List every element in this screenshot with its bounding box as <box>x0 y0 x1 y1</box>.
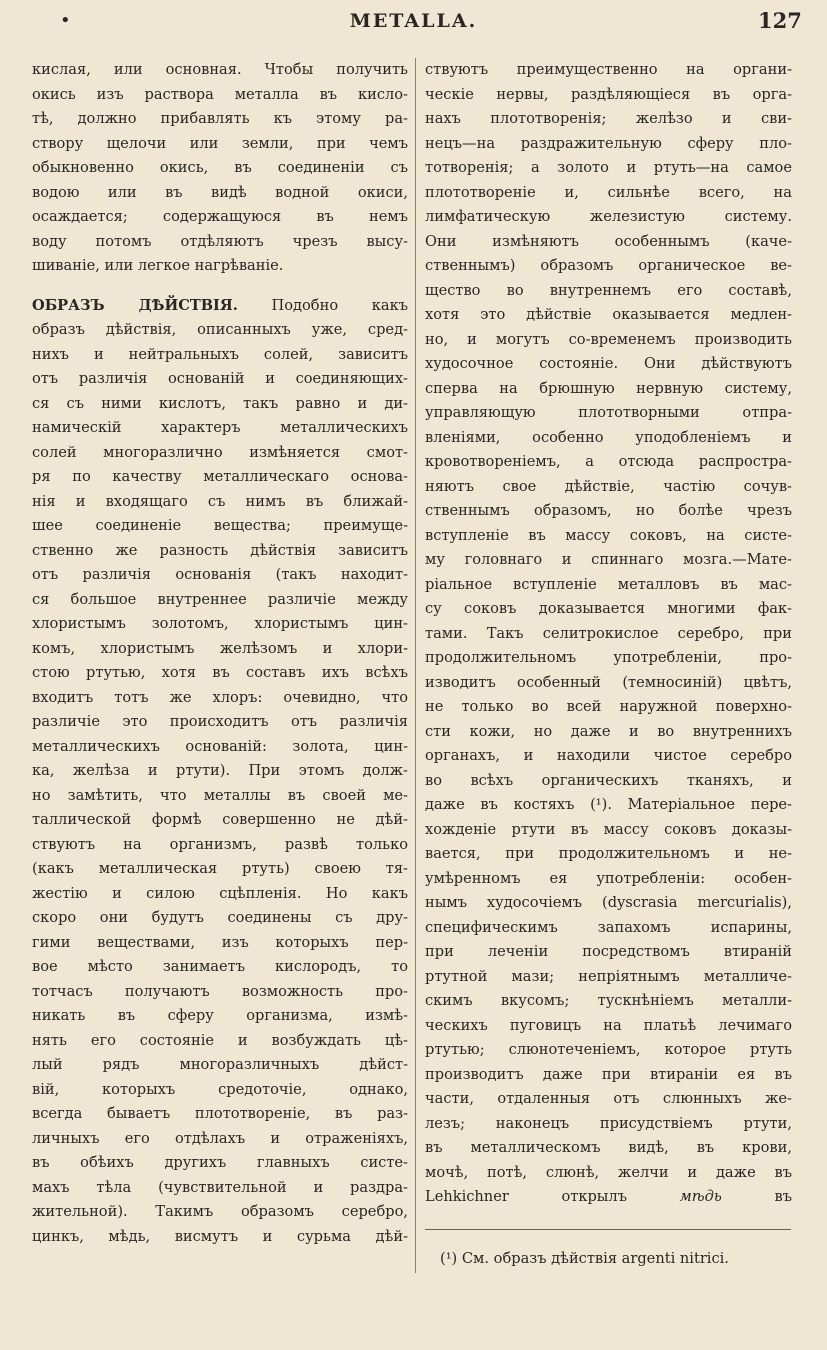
text-line: скимъ вкусомъ; тускнѣніемъ металли- <box>425 992 792 1009</box>
section-heading: ОБРАЗЪ ДѢЙСТВІЯ. <box>32 296 238 314</box>
text-line: водою или въ видѣ водной окиси, <box>32 183 408 201</box>
text-line: умѣренномъ ея употребленіи: особен- <box>425 869 792 887</box>
section-heading-line <box>32 294 408 319</box>
text-line: няютъ свое дѣйствіе, частію сочув- <box>425 477 792 495</box>
text-line: но, и могутъ со-временемъ производить <box>425 330 792 348</box>
text-line: нахъ плототворенія; желѣзо и сви- <box>425 110 792 127</box>
text-line: ственно же разность дѣйствія зависитъ <box>32 541 408 559</box>
text-line: всегда бываетъ плототвореніе, въ раз- <box>32 1105 408 1122</box>
text-line: въ металлическомъ видѣ, въ крови, <box>425 1139 792 1156</box>
text-line: образъ дѣйствія, описанныхъ уже, сред- <box>32 321 408 338</box>
text-line: не только во всей наружной поверхно- <box>425 698 792 715</box>
text-line: щество во внутреннемъ его составѣ, <box>425 281 792 299</box>
text-line: створу щелочи или земли, при чемъ <box>32 134 408 152</box>
text-line: окись изъ раствора металла въ кисло- <box>32 85 408 103</box>
text-line: ственнымъ) образомъ органическое ве- <box>425 257 792 274</box>
text-line: комъ, хлористымъ желѣзомъ и хлори- <box>32 639 408 657</box>
text-line: личныхъ его отдѣлахъ и отраженіяхъ, <box>32 1129 408 1147</box>
text-line: тѣ, должно прибавлять къ этому ра- <box>32 110 408 127</box>
text-line: сперва на брюшную нервную систему, <box>425 379 792 397</box>
text-line: ріальное вступленіе металловъ въ мас- <box>425 575 792 593</box>
text-line: специфическимъ запахомъ испарины, <box>425 918 792 936</box>
text-line: ря по качеству металлическаго основа- <box>32 468 408 485</box>
text-line: обыкновенно окись, въ соединеніи съ <box>32 159 408 176</box>
text-line: нымъ худосочіемъ (dyscrasia mercurialis), <box>425 894 792 911</box>
text-line: органахъ, и находили чистое серебро <box>425 747 792 764</box>
text-line: лезъ; наконецъ присудствіемъ ртути, <box>425 1114 792 1132</box>
text-line: воду потомъ отдѣляютъ чрезъ высу- <box>32 232 408 250</box>
text-line: нихъ и нейтральныхъ солей, зависитъ <box>32 345 408 363</box>
text-line: намическій характеръ металлическихъ <box>32 419 408 436</box>
text-line: тотворенія; а золото и ртуть—на самое <box>425 159 792 176</box>
text-line: плототвореніе и, сильнѣе всего, на <box>425 183 792 201</box>
text-line: производитъ даже при втираніи ея въ <box>425 1065 792 1083</box>
text-line: му головнаго и спиннаго мозга.—Мате- <box>425 551 792 568</box>
header-dot: • <box>60 10 71 31</box>
text-line: цинкъ, мѣдь, висмутъ и сурьма дѣй- <box>32 1227 408 1245</box>
text-line: сти кожи, но даже и во внутреннихъ <box>425 722 792 740</box>
text-line: вій, которыхъ средоточіе, однако, <box>32 1080 408 1098</box>
text-line: но замѣтить, что металлы въ своей ме- <box>32 786 408 804</box>
text-line: управляющую плототворными отпра- <box>425 404 792 421</box>
footnote-rule <box>425 1229 791 1230</box>
text-line: худосочное состояніе. Они дѣйствуютъ <box>425 355 792 372</box>
mixed-text-line <box>425 1185 792 1210</box>
text-line: ственнымъ образомъ, но болѣе чрезъ <box>425 502 792 519</box>
text-line: тами. Такъ селитрокислое серебро, при <box>425 624 792 642</box>
italic-word: мѣдь <box>679 1188 722 1205</box>
text-line: кровотвореніемъ, а отсюда распростра- <box>425 453 792 470</box>
text-line: вается, при продолжительномъ и не- <box>425 845 792 862</box>
text-line: (какъ металлическая ртуть) своею тя- <box>32 860 408 877</box>
running-title: METALLA. <box>349 10 478 32</box>
text-line: скоро они будутъ соединены съ дру- <box>32 909 408 926</box>
text-line: кислая, или основная. Чтобы получить <box>32 61 408 78</box>
text-fragment: въ <box>774 1188 792 1205</box>
text-line: хлористымъ золотомъ, хлористымъ цин- <box>32 615 408 632</box>
text-line: никать въ сферу организма, измѣ- <box>32 1007 408 1024</box>
text-line: жительной). Такимъ образомъ серебро, <box>32 1203 408 1220</box>
text-line: ся большое внутреннее различіе между <box>32 590 408 608</box>
text-line: входитъ тотъ же хлоръ: очевидно, что <box>32 688 408 706</box>
text-line: жестію и силою сцѣпленія. Но какъ <box>32 884 408 902</box>
text-line: металлическихъ основаній: золота, цин- <box>32 737 408 755</box>
text-line: хожденіе ртути въ массу соковъ доказы- <box>425 820 792 838</box>
text-line: ртутной мази; непріятнымъ металличе- <box>425 967 792 985</box>
left-column <box>32 58 408 1249</box>
text-line: ся съ ними кислотъ, такъ равно и ди- <box>32 394 408 412</box>
text-line: при леченіи посредствомъ втираній <box>425 943 792 960</box>
text-line: стою ртутью, хотя въ составъ ихъ всѣхъ <box>32 664 408 681</box>
footnote: (¹) См. образъ дѣйствія argenti nitrici. <box>440 1250 729 1267</box>
right-column <box>425 58 792 1210</box>
text-line: солей многоразлично измѣняется смот- <box>32 443 408 461</box>
text-line: шее соединеніе вещества; преимуще- <box>32 517 408 534</box>
text-line: тотчасъ получаютъ возможность про- <box>32 982 408 1000</box>
text-line: ческіе нервы, раздѣляющіеся въ орга- <box>425 85 792 103</box>
text-line: су соковъ доказывается многими фак- <box>425 600 792 617</box>
text-line: махъ тѣла (чувствительной и раздра- <box>32 1178 408 1196</box>
text-line: въ обѣихъ другихъ главныхъ систе- <box>32 1154 408 1171</box>
text-line: нія и входящаго съ нимъ въ ближай- <box>32 492 408 510</box>
text-line: осаждается; содержащуюся въ немъ <box>32 208 408 225</box>
text-line: хотя это дѣйствіе оказывается медлен- <box>425 306 792 323</box>
text-line: вступленіе въ массу соковъ, на систе- <box>425 526 792 544</box>
text-line: лимфатическую железистую систему. <box>425 208 792 225</box>
text-line: ческихъ пуговицъ на платьѣ лечимаго <box>425 1016 792 1034</box>
text-line: части, отдаленныя отъ слюнныхъ же- <box>425 1090 792 1107</box>
text-line: нецъ—на раздражительную сферу пло- <box>425 134 792 152</box>
text-line: мочѣ, потѣ, слюнѣ, желчи и даже въ <box>425 1163 792 1181</box>
text-line: Они измѣняютъ особеннымъ (каче- <box>425 232 792 250</box>
text-line: отъ различія основанія (такъ находит- <box>32 566 408 583</box>
text-line: гими веществами, изъ которыхъ пер- <box>32 933 408 951</box>
text-line: даже въ костяхъ (¹). Матеріальное пере- <box>425 796 792 813</box>
text-line: ртутью; слюнотеченіемъ, которое ртуть <box>425 1041 792 1058</box>
text-line: отъ различія основаній и соединяющих- <box>32 370 408 387</box>
text-line: различіе это происходитъ отъ различія <box>32 713 408 730</box>
text-fragment: Lehkichner открылъ <box>425 1188 627 1205</box>
text-line: во всѣхъ органическихъ тканяхъ, и <box>425 771 792 789</box>
text-line: нять его состояніе и возбуждать цѣ- <box>32 1031 408 1049</box>
page-number: 127 <box>758 8 802 33</box>
text-line: продолжительномъ употребленіи, про- <box>425 649 792 666</box>
text-line: шиваніе, или легкое нагрѣваніе. <box>32 257 284 274</box>
text-fragment: Подобно какъ <box>271 296 408 314</box>
column-divider <box>415 58 416 1273</box>
text-line: ствуютъ на организмъ, развѣ только <box>32 835 408 853</box>
text-line: изводитъ особенный (темносиній) цвѣтъ, <box>425 673 792 691</box>
text-line: лый рядъ многоразличныхъ дѣйст- <box>32 1056 408 1073</box>
text-line: вленіями, особенно уподобленіемъ и <box>425 428 792 446</box>
text-line: ствуютъ преимущественно на органи- <box>425 61 792 78</box>
text-line: ка, желѣза и ртути). При этомъ долж- <box>32 762 408 779</box>
text-line: таллической формѣ совершенно не дѣй- <box>32 811 408 828</box>
text-line: вое мѣсто занимаетъ кислородъ, то <box>32 958 408 975</box>
